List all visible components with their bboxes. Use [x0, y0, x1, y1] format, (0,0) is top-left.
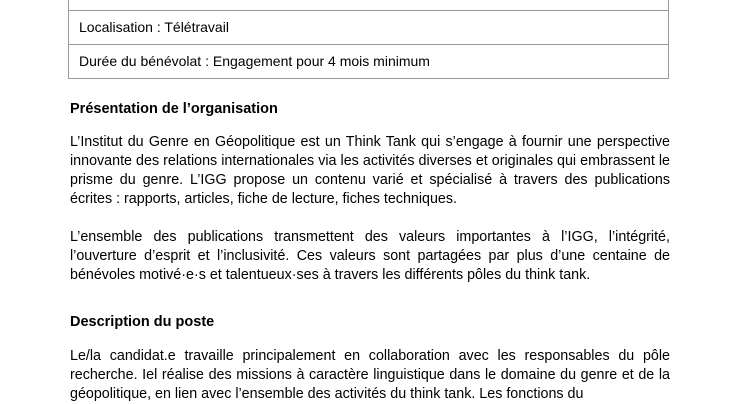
- duration-cell: Durée du bénévolat : Engagement pour 4 mois minimum: [69, 45, 669, 79]
- presentation-paragraph-1: L’Institut du Genre en Géopolitique est un Think Tank qui s’engage à fournir une perspective innovante des relations internationales via les activités diverses et originales qui embrassent le prisme du genre. L’IGG propose un contenu varié et spécialisé à travers des publications écrites : rapports, articles, fiche de lecture, fiches techniques.: [70, 134, 670, 207]
- location-cell: Localisation : Télétravail: [69, 11, 669, 45]
- table-row: [69, 45, 669, 79]
- table-row: [69, 11, 669, 45]
- presentation-paragraph-2: L’ensemble des publications transmettent des valeurs importantes à l’IGG, l’intégrité, l’ouverture d’esprit et l’inclusivité. Ces valeurs sont partagées par plus d’une centaine de bénévoles motivé·e·s et talentueux·ses à travers les différents pôles du think tank.: [70, 229, 670, 283]
- job-info-table: [68, 0, 669, 79]
- table-row: [69, 0, 669, 11]
- description-paragraph-1: Le/la candidat.e travaille principalement en collaboration avec les responsables du pôle recherche. Iel réalise des missions à caractère linguistique dans le domaine du genre et de la géopolitique, en lien avec l’ensemble des activités du think tank. Les fonctions du: [70, 348, 670, 402]
- description-heading: Description du poste: [70, 314, 215, 330]
- post-cell: [69, 0, 669, 11]
- presentation-heading: Présentation de l’organisation: [70, 101, 278, 117]
